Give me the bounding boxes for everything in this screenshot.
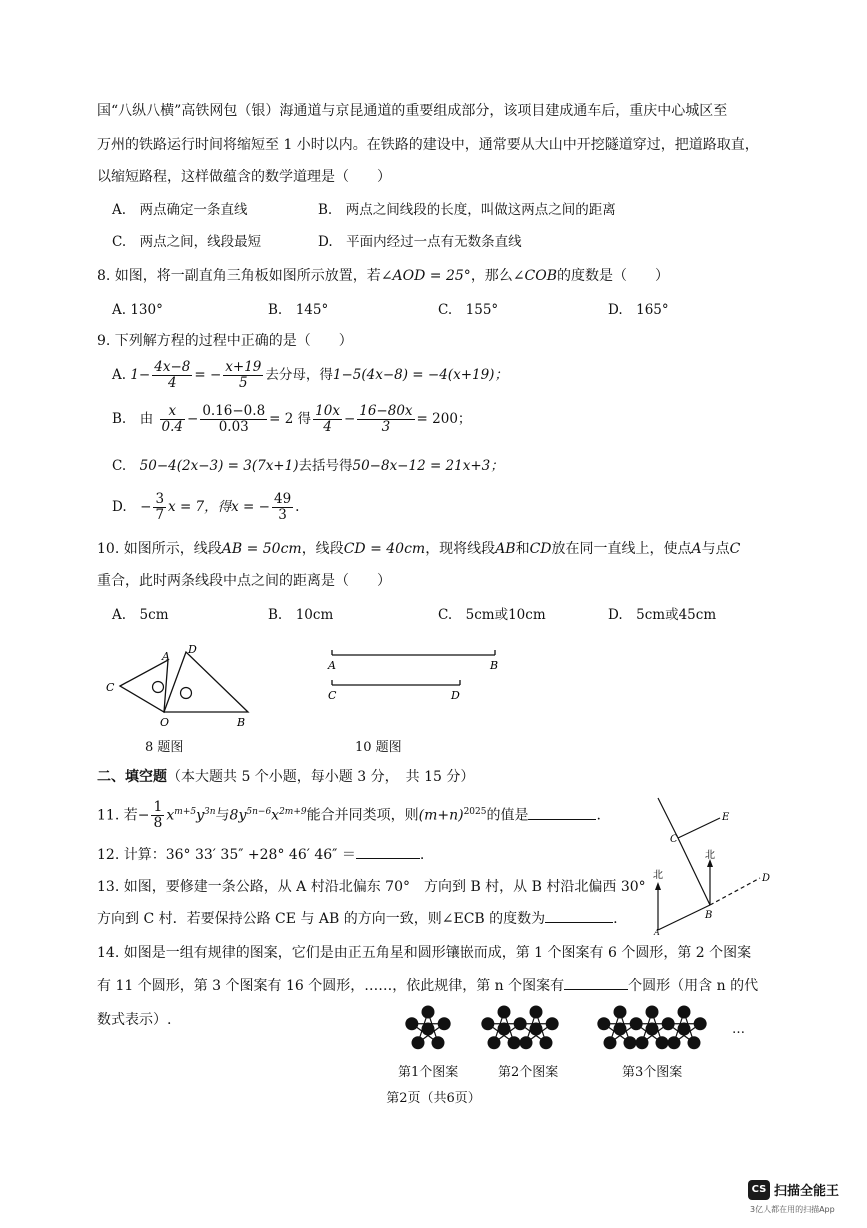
label-o: O [160,716,170,729]
circle-dot [498,1006,511,1019]
q11-stem: 11. 若− $\frac{1}{8}$ $x^{m+5}y^{3n}$与$8y^{5n-6}x^{2m+9}$能合并同类项，则$(m+n)^{2025}$的值是 . [97,799,601,831]
label-c: C [106,681,115,694]
segment-cb [678,838,710,905]
scanner-logo-icon: CS [748,1180,770,1200]
scanner-tagline: 3亿人都在用的扫描App [750,1205,835,1214]
q14-line3: 数式表示）. [97,1012,172,1028]
q8-post: 的度数是（ ） [557,268,670,284]
circle-dot [694,1017,707,1030]
q8-pre: 8. 如图，将一副直角三角板如图所示放置，若 [97,268,381,284]
q8-option-a: A. 130° [112,302,163,318]
circle-dot [481,1017,494,1030]
circle-dot [488,1036,501,1049]
line-extension [658,798,678,838]
ray-bd [710,878,760,905]
ray-ce [678,818,720,838]
fraction: $\frac{3}{7}$ [155,491,165,523]
q10-option-c: C. 5cm或10cm [438,607,546,623]
figure-8-triangles [100,640,260,730]
q9-option-b: B. 由 $\frac{x}{0.4}$ − $\frac{0.16-0.8}{0.03}$ = 2 得 $\frac{10x}{4}$ − $\frac{16-80x}{3}$ = 200； [112,403,472,435]
figure-14-caption-3: 第3个图案 [622,1065,683,1080]
figure-8-caption: 8 题图 [145,740,184,755]
circle-dot [597,1017,610,1030]
label-north-b: 北 [705,850,715,861]
circle-dot [412,1036,425,1049]
q8-stem [97,266,669,286]
circle-dot [546,1017,559,1030]
q7-option-b: B. 两点之间线段的长度，叫做这两点之间的距离 [318,202,616,218]
circle-dot [668,1036,681,1049]
figure-14-ellipsis: … [732,1022,745,1037]
q9-option-a: A. 1− $\frac{4x-8}{4}$ = − $\frac{x+19}{5}$ 去分母，得1−5(4x−8) = −4(x+19)； [112,359,508,391]
scanner-app-name: 扫描全能王 [774,1184,840,1199]
circle-dot [678,1006,691,1019]
section-fill-in-blank-title: 二、填空题（本大题共 5 个小题，每小题 3 分， 共 15 分） [97,769,475,785]
label-e: E [722,812,730,823]
label-d: D [188,643,197,656]
arrow-head [655,882,661,890]
circle-dot [438,1017,451,1030]
q7-line2: 万州的铁路运行时间将缩短至 1 小时以内。在铁路的建设中，通常要从大山中开挖隧道穿过，把道路取直， [97,137,759,153]
q8-option-c: C. 155° [438,302,499,318]
circle-dot [604,1036,617,1049]
figure-14-patterns [400,1005,760,1055]
circle-dot [422,1006,435,1019]
answer-blank[interactable] [545,922,613,923]
q7-line3: 以缩短路程，这样做蕴含的数学道理是（ ） [97,169,391,185]
circle-mark [181,688,192,699]
fraction: $\frac{10x}{4}$ [315,403,340,435]
circle-dot [514,1017,527,1030]
fraction: $\frac{0.16-0.8}{0.03}$ [202,403,266,435]
q10-option-d: D. 5cm或45cm [608,607,717,623]
q14-line2: 有 11 个圆形，第 3 个图案有 16 个圆形，……，依此规律，第 n 个图案有 个圆形（用含 n 的代 [97,978,759,994]
circle-dot [520,1036,533,1049]
circle-dot [646,1023,659,1036]
q7-option-c: C. 两点之间，线段最短 [112,234,262,250]
answer-blank[interactable] [564,989,628,990]
circle-dot [655,1036,668,1049]
circle-dot [646,1006,659,1019]
fraction: $\frac{x+19}{5}$ [225,359,262,391]
page-footer: 第2页（共6页） [386,1091,481,1106]
figure-10-segments [322,645,512,705]
fraction: $\frac{16-80x}{3}$ [359,403,413,435]
q8-option-b: B. 145° [268,302,329,318]
circle-dot [539,1036,552,1049]
q8-mid: ，那么 [470,268,513,284]
label-d: D [762,873,771,884]
figure-13-directions [640,790,780,935]
circle-dot [678,1023,691,1036]
circle-dot [614,1023,627,1036]
q14-line1: 14. 如图是一组有规律的图案，它们是由正五角星和圆形镶嵌而成，第 1 个图案有 6 个圆形，第 2 个图案 [97,945,752,961]
circle-dot [431,1036,444,1049]
answer-blank[interactable] [356,858,420,859]
circle-dot [498,1023,511,1036]
label-c: C [328,689,337,702]
label-c: C [670,834,678,845]
q13-line2: 方向到 C 村．若要保持公路 CE 与 AB 的方向一致，则∠ECB 的度数为 . [97,911,618,927]
q13-line1: 13. 如图，要修建一条公路，从 A 村沿北偏东 70° 方向到 B 村，从 B 村沿北偏西 30° [97,879,646,895]
figure-14-caption-2: 第2个图案 [498,1065,559,1080]
circle-dot [507,1036,520,1049]
q8-option-d: D. 165° [608,302,669,318]
label-b: B [705,910,713,921]
label-b: B [490,659,499,672]
fraction: $\frac{49}{3}$ [273,491,292,523]
circle-mark [153,682,164,693]
circle-dot [530,1006,543,1019]
circle-dot [630,1017,643,1030]
q10-option-a: A. 5cm [112,607,169,623]
circle-dot [687,1036,700,1049]
q8-math-aod: ∠AOD = 25° [380,268,471,284]
triangle-aco [120,660,168,712]
fraction: $\frac{1}{8}$ [153,799,163,831]
label-a: A [654,928,660,935]
circle-dot [636,1036,649,1049]
q9-option-c: C. 50−4(2x−3) = 3(7x+1)去括号得50−8x−12 = 21x+3； [112,458,504,474]
circle-dot [662,1017,675,1030]
segment-ab [658,905,713,930]
q7-option-a: A. 两点确定一条直线 [112,202,248,218]
answer-blank[interactable] [528,819,596,820]
figure-14-caption-1: 第1个图案 [398,1065,459,1080]
label-a: A [162,650,170,663]
circle-dot [623,1036,636,1049]
circle-dot [530,1023,543,1036]
q10-option-b: B. 10cm [268,607,334,623]
label-north-a: 北 [653,870,663,881]
circle-dot [614,1006,627,1019]
circle-dot [422,1023,435,1036]
label-b: B [237,716,246,729]
q8-math-cob: ∠COB [512,268,558,284]
q7-option-d: D. 平面内经过一点有无数条直线 [318,234,522,250]
q10-line2: 重合，此时两条线段中点之间的距离是（ ） [97,573,391,589]
figure-10-caption: 10 题图 [355,740,402,755]
scanner-watermark [748,1178,860,1218]
label-a: A [328,659,336,672]
q12-stem: 12. 计算：36° 33′ 35″ +28° 46′ 46″ ＝ . [97,847,425,863]
fraction: $\frac{4x-8}{4}$ [154,359,191,391]
fraction: $\frac{x}{0.4}$ [161,403,183,435]
q7-line1: 国“八纵八横”高铁网包（银）海通道与京昆通道的重要组成部分，该项目建成通车后，重庆中心城区至 [97,103,728,119]
q10-line1: 10. 如图所示，线段AB = 50cm，线段CD = 40cm，现将线段AB和CD放在同一直线上，使点A与点C [97,541,741,557]
q9-option-d: D. − $\frac{3}{7}$ x = 7，得x = − $\frac{49}{3}$ . [112,491,300,523]
q9-stem: 9. 下列解方程的过程中正确的是（ ） [97,333,353,349]
label-d: D [451,689,460,702]
triangle-odb [164,652,248,712]
circle-dot [405,1017,418,1030]
